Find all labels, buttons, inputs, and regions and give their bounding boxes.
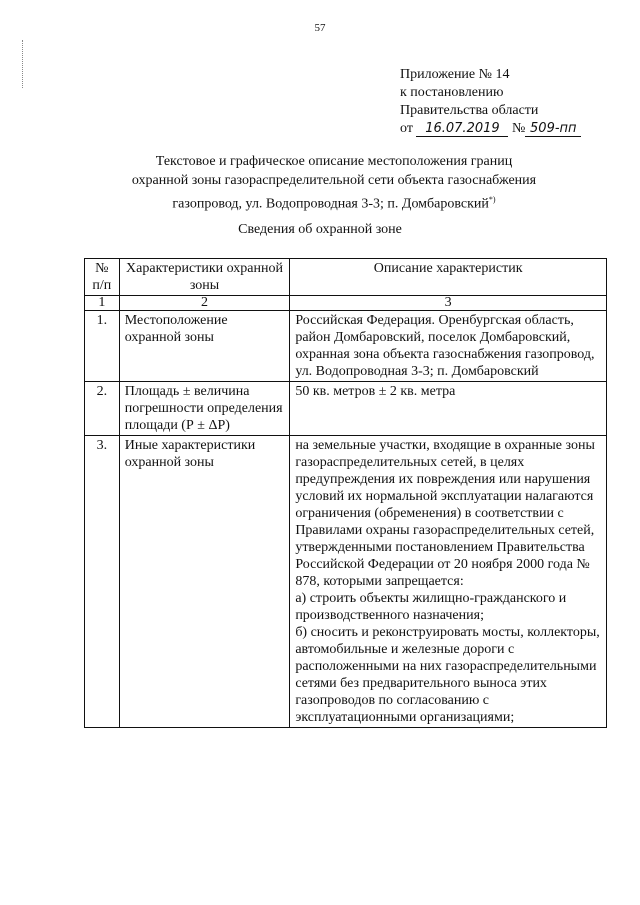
table-row bbox=[85, 311, 607, 382]
row-characteristic: Площадь ± величина погрешности определения площади (Р ± ΔР) bbox=[119, 382, 290, 436]
row-number: 2. bbox=[85, 382, 120, 436]
appendix-date-line bbox=[400, 120, 581, 138]
row-description bbox=[290, 436, 607, 728]
title-line-1: Текстовое и графическое описание местоположения границ bbox=[155, 154, 513, 169]
number-label: № bbox=[511, 121, 526, 136]
from-label: от bbox=[400, 121, 413, 136]
footnote-mark: *) bbox=[488, 195, 496, 204]
column-number: 2 bbox=[119, 296, 290, 311]
appendix-line-3: Правительства области bbox=[400, 103, 539, 118]
restriction-intro: на земельные участки, входящие в охранные зоны газораспределительных сетей, в целях предупреждения их повреждения или нарушения условий их нормальной эксплуатации налагаются ограничения (обременения) в соответствии с Правилами охраны газораспределительных сетей, утвержденными постановлением Правительства Российской Федерации от 20 ноября 2000 года № 878, которыми запрещается: bbox=[295, 438, 595, 589]
section-subtitle: Сведения об охранной зоне bbox=[238, 222, 402, 237]
header-characteristic: Характеристики охранной зоны bbox=[119, 259, 290, 296]
date-field: 16.07.2019 bbox=[416, 121, 508, 137]
number-field: 509-пп bbox=[525, 121, 581, 137]
header-description: Описание характеристик bbox=[290, 259, 607, 296]
row-characteristic: Иные характеристики охранной зоны bbox=[119, 436, 290, 728]
restriction-item-a: а) строить объекты жилищно-гражданского и производственного назначения; bbox=[295, 591, 567, 623]
protection-zone-table bbox=[84, 258, 607, 728]
document-title bbox=[60, 152, 608, 214]
column-number: 3 bbox=[290, 296, 607, 311]
table-row bbox=[85, 436, 607, 728]
title-line-2: охранной зоны газораспределительной сети объекта газоснабжения bbox=[131, 173, 537, 188]
restriction-item-b: б) сносить и реконструировать мосты, коллекторы, автомобильные и железные дороги с расположенными на них газораспределительными сетями без предварительного выноса этих газопроводов по согласованию с эксплуатационными организациями; bbox=[295, 625, 600, 725]
header-number: № п/п bbox=[85, 259, 120, 296]
appendix-block bbox=[400, 66, 581, 138]
appendix-line-2: к постановлению bbox=[400, 85, 504, 100]
row-characteristic: Местоположение охранной зоны bbox=[119, 311, 290, 382]
appendix-line-1: Приложение № 14 bbox=[400, 67, 510, 82]
title-line-3 bbox=[60, 190, 608, 214]
table-header-row bbox=[85, 259, 607, 296]
row-description: Российская Федерация. Оренбургская область, район Домбаровский, поселок Домбаровский, охранная зона объекта газоснабжения газопровод, ул. Водопроводная 3-3; п. Домбаровский bbox=[290, 311, 607, 382]
title-line-3-text: газопровод, ул. Водопроводная 3-3; п. Домбаровский bbox=[172, 196, 489, 212]
row-number: 3. bbox=[85, 436, 120, 728]
table-row bbox=[85, 382, 607, 436]
column-number: 1 bbox=[85, 296, 120, 311]
row-number: 1. bbox=[85, 311, 120, 382]
column-number-row bbox=[85, 296, 607, 311]
page-number: 57 bbox=[314, 22, 326, 34]
row-description: 50 кв. метров ± 2 кв. метра bbox=[290, 382, 607, 436]
margin-mark bbox=[22, 40, 23, 88]
